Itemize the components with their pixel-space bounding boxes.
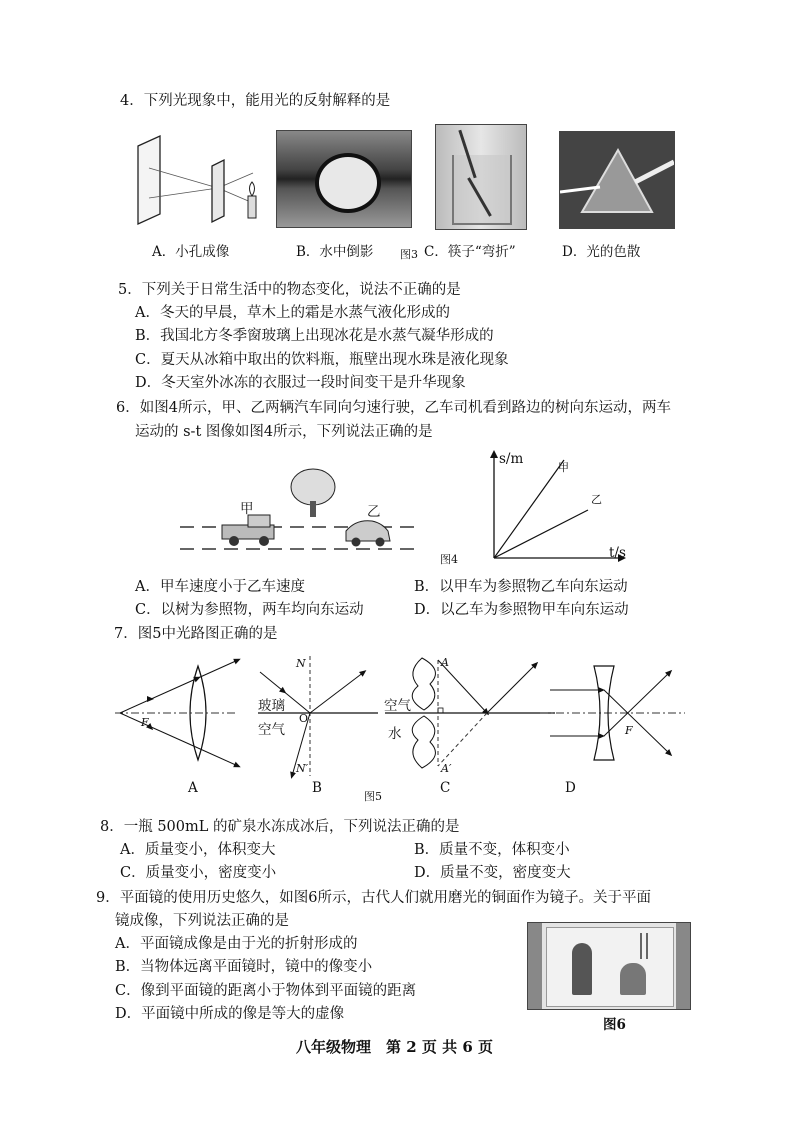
q9-option-b: B．当物体远离平面镜时，镜中的像变小 [115,959,373,975]
q7-b-normal-label-bottom: N′ [296,762,309,775]
q7-c-water-label: 水 [388,726,402,742]
q6-car-a-label: 甲 [240,501,254,517]
q6-stem-line1: 6．如图4所示，甲、乙两辆汽车同向匀速行驶，乙车司机看到路边的树向东运动，两车 [116,400,671,416]
q5-option-c: C．夏天从冰箱中取出的饮料瓶，瓶壁出现水珠是液化现象 [135,352,509,368]
q4-pinhole-figure [128,128,268,228]
q4-prism-photo [559,131,675,229]
q6-stem-line2: 运动的 s-t 图像如图4所示，下列说法正确的是 [135,424,433,440]
q7-stem: 7．图5中光路图正确的是 [114,626,278,642]
q6-option-a: A．甲车速度小于乙车速度 [135,579,305,595]
q7-panel-b: B [312,780,322,796]
q5-option-d: D．冬天室外冰冻的衣服过一段时间变干是升华现象 [135,375,466,391]
q7-c-point-a-label: A [441,656,449,669]
page-footer: 八年级物理 第 2 页 共 6 页 [296,1038,493,1056]
q4-option-b: B．水中倒影 [296,244,374,260]
q6-graph-ylabel: s/m [499,451,524,467]
q6-option-b: B．以甲车为参照物乙车向东运动 [414,579,628,595]
q7-b-glass-label: 玻璃 [258,698,285,714]
q6-road-scene [180,465,420,555]
q8-option-a: A．质量变小，体积变大 [120,842,276,858]
q6-graph-line-yi-label: 乙 [591,493,602,506]
q9-stem-line1: 9．平面镜的使用历史悠久，如图6所示，古代人们就用磨光的铜面作为镜子。关于平面 [96,890,651,906]
q6-graph-line-jia-label: 甲 [558,461,569,474]
q7-d-focus-label: F [625,724,633,737]
q4-chopstick-photo [435,124,527,230]
q6-line-yi [494,510,588,558]
q5-option-b: B．我国北方冬季窗玻璃上出现冰花是水蒸气凝华形成的 [135,328,494,344]
q6-graph-xlabel: t/s [609,545,626,561]
q9-option-d: D．平面镜中所成的像是等大的虚像 [115,1006,345,1022]
q4-option-a: A．小孔成像 [152,244,230,260]
q9-stem-line2: 镜成像，下列说法正确的是 [115,913,289,929]
q7-b-normal-label: N [296,657,306,670]
q4-option-c: C．筷子“弯折” [424,244,516,260]
q7-light-diagrams [110,652,690,782]
q7-fig-label: 图5 [364,790,382,803]
q7-b-origin-label: O [299,712,309,725]
q7-c-air-label: 空气 [384,698,411,714]
q6-fig-label: 图4 [440,553,458,566]
q6-option-d: D．以乙车为参照物甲车向东运动 [414,602,629,618]
q6-car-b-label: 乙 [367,504,381,520]
q6-line-jia [494,460,564,558]
q7-c-point-a-prime-label: A′ [441,762,452,775]
q7-panel-d: D [565,780,576,796]
q9-fig-label: 图6 [603,1017,626,1033]
q5-stem: 5．下列关于日常生活中的物态变化，说法不正确的是 [118,282,461,298]
q6-option-c: C．以树为参照物，两车均向东运动 [135,602,364,618]
q7-panel-c: C [440,780,451,796]
q5-option-a: A．冬天的早晨，草木上的霜是水蒸气液化形成的 [135,305,450,321]
q4-stem: 4．下列光现象中，能用光的反射解释的是 [120,93,391,109]
q8-stem: 8．一瓶 500mL 的矿泉水冻成冰后，下列说法正确的是 [100,819,460,835]
q9-scroll-painting [527,922,691,1010]
q4-option-d: D．光的色散 [562,244,641,260]
q8-option-b: B．质量不变，体积变小 [414,842,570,858]
q4-reflection-photo [276,130,412,228]
q9-option-a: A．平面镜成像是由于光的折射形成的 [115,936,358,952]
q4-fig-label: 图3 [400,248,418,261]
q8-option-c: C．质量变小，密度变小 [120,865,277,881]
q9-option-c: C．像到平面镜的距离小于物体到平面镜的距离 [115,983,417,999]
q7-a-focus-label: F [141,716,149,729]
q8-option-d: D．质量不变，密度变大 [414,865,571,881]
q7-b-air-label: 空气 [258,722,285,738]
q7-panel-a: A [188,780,198,796]
